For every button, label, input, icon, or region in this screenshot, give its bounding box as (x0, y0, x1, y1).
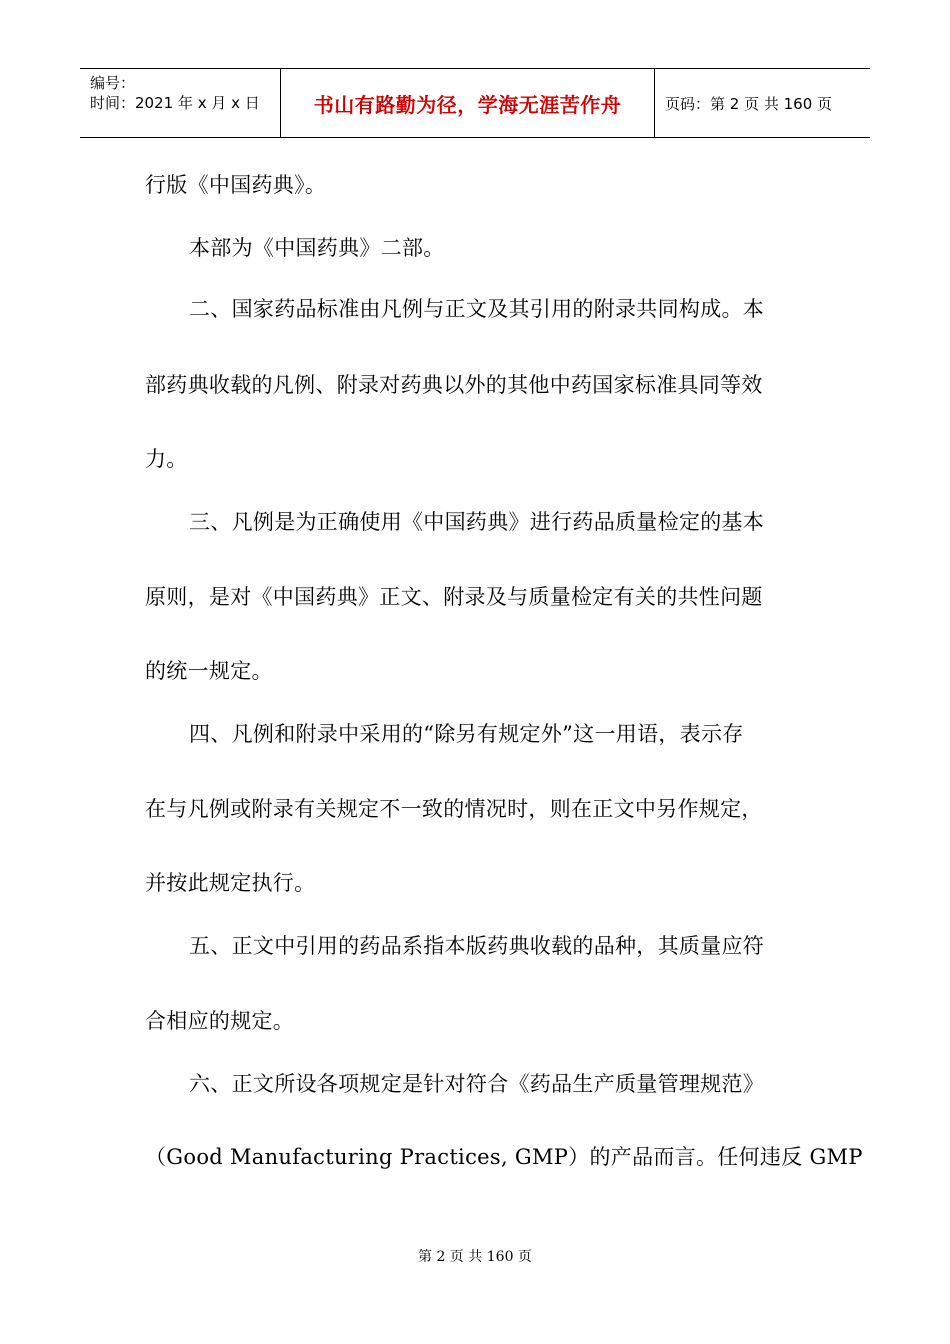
body-line: 部药典收载的凡例、附录对药典以外的其他中药国家标准具同等效 (145, 373, 763, 397)
body-line: 原则，是对《中国药典》正文、附录及与质量检定有关的共性问题 (145, 585, 763, 609)
body-line: 六、正文所设各项规定是针对符合《药品生产质量管理规范》 (189, 1072, 765, 1096)
header-meta (80, 69, 281, 137)
page-header (80, 68, 870, 138)
header-page-info: 页码：第 2 页 共 160 页 (665, 94, 833, 113)
body-line: 四、凡例和附录中采用的“除另有规定外”这一用语，表示存 (189, 722, 744, 746)
body-line: 在与凡例或附录有关规定不一致的情况时，则在正文中另作规定， (145, 797, 763, 821)
body-line: 行版《中国药典》。 (145, 173, 327, 197)
header-number-label: 编号： (90, 74, 136, 92)
body-line: 并按此规定执行。 (145, 871, 316, 895)
body-line: 三、凡例是为正确使用《中国药典》进行药品质量检定的基本 (189, 510, 765, 534)
header-motto: 书山有路勤为径，学海无涯苦作舟 (281, 69, 655, 137)
body-line: 五、正文中引用的药品系指本版药典收载的品种，其质量应符 (189, 934, 765, 958)
page-footer: 第 2 页 共 160 页 (418, 1249, 532, 1265)
body-line: 的统一规定。 (145, 659, 273, 683)
body-line: 力。 (145, 447, 188, 471)
body-line: 二、国家药品标准由凡例与正文及其引用的附录共同构成。本 (189, 297, 765, 321)
header-time-label: 时间：2021 年 x 月 x 日 (90, 94, 260, 112)
body-line: （Good Manufacturing Practices, GMP）的产品而言。任何违反 GMP (145, 1145, 863, 1169)
body-line: 合相应的规定。 (145, 1009, 295, 1033)
body-line: 本部为《中国药典》二部。 (189, 236, 445, 260)
